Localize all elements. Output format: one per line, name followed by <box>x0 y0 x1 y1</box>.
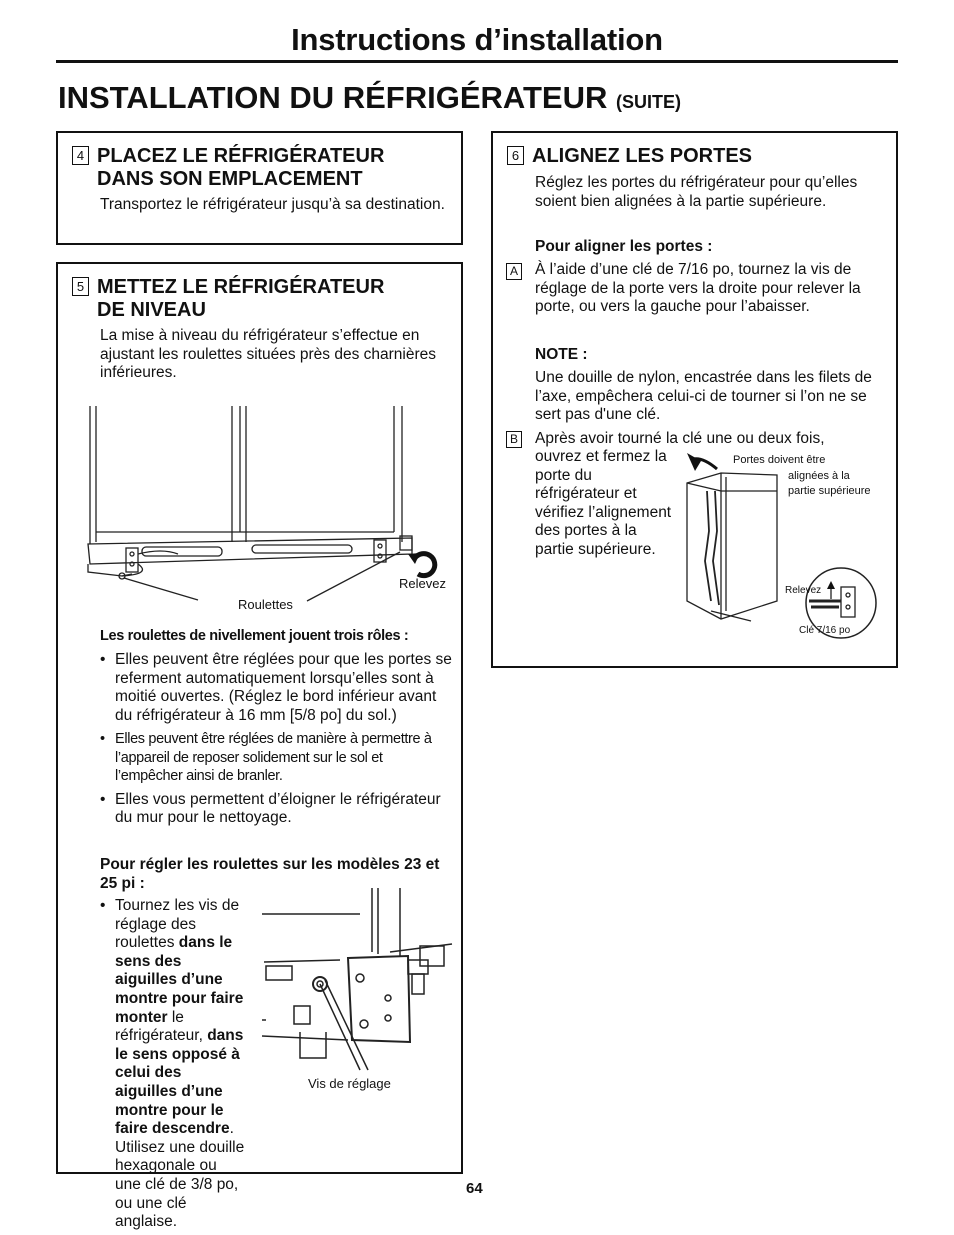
step-b-rest: ouvrez et fermez la porte du réfrigérateur et vérifiez l’alignement des portes à la partie supérieure. <box>535 448 672 558</box>
turn-instructions: • Tournez les vis de réglage des roulettes dans le sens des aiguilles d’une montre pour faire monter le réfrigérateur, dans le sens opposé à celui des aiguilles d’une montre pour le faire descendre. Utilisez une douille hexagonale ou une clé de 3/8 po, ou une clé anglaise. <box>100 897 245 1231</box>
turn-text-1: Tournez les vis de réglage des roulettes <box>115 897 240 952</box>
roles-list-item: • Elles peuvent être réglées de manière à permettre à l’appareil de reposer solidement sur le sol et l’empêcher ainsi de branler. <box>100 730 452 786</box>
fig-label-portes-2: alignées à la partie supérieure <box>788 470 871 497</box>
step4-title-line2: DANS SON EMPLACEMENT <box>97 168 363 190</box>
turn-text-bold-2: dans le sens opposé à celui des aiguilles d’une montre pour le faire descendre <box>115 1027 244 1138</box>
step-a-text: À l’aide d’une clé de 7/16 po, tournez la vis de réglage de la porte vers la droite pour relever la porte, ou vers la gauche pour l’abaisser. <box>535 261 861 316</box>
align-heading: Pour aligner les portes : <box>535 238 713 255</box>
step6-title <box>507 145 752 168</box>
fig-label-roulettes: Roulettes <box>238 597 293 612</box>
page-title-main: INSTALLATION DU RÉFRIGÉRATEUR <box>58 80 608 115</box>
step5-number: 5 <box>72 277 89 296</box>
step4-title <box>72 145 384 168</box>
step5-title-line2: DE NIVEAU <box>97 299 206 321</box>
turn-text-bold-1: dans le sens des aiguilles d’une montre pour faire monter <box>115 934 244 1026</box>
step4-number: 4 <box>72 146 89 165</box>
step4-box <box>56 131 463 245</box>
step4-body: Transportez le réfrigérateur jusqu’à sa destination. <box>100 196 445 213</box>
step6-body: Réglez les portes du réfrigérateur pour qu’elles soient bien alignées à la partie supérieure. <box>535 174 858 210</box>
roulettes-figure <box>82 404 452 614</box>
turn-text-3: . Utilisez une douille hexagonale ou une clé de 3/8 po, ou une clé anglaise. <box>115 1120 245 1231</box>
roles-list <box>100 651 452 833</box>
fig-label-cle: Clé 7/16 po <box>799 625 851 636</box>
roles-list-item: • Elles vous permettent d’éloigner le réfrigérateur du mur pour le nettoyage. <box>100 791 452 828</box>
step6-title-text: ALIGNEZ LES PORTES <box>532 145 753 167</box>
roles-heading: Les roulettes de nivellement jouent trois rôles : <box>100 628 409 644</box>
page-title <box>58 80 681 116</box>
header-rule <box>56 60 898 63</box>
page-title-suffix: (SUITE) <box>615 92 681 112</box>
fig-label-relevez: Relevez <box>399 576 446 591</box>
note-text: Une douille de nylon, encastrée dans les filets de l’axe, empêchera celui-ci de tourner si l’on ne se sert pas d'une clé. <box>535 369 872 424</box>
note-heading: NOTE : <box>535 346 588 363</box>
page-number: 64 <box>466 1180 483 1197</box>
fig-label-vis: Vis de réglage <box>308 1076 391 1091</box>
step5-title <box>72 276 384 299</box>
page-header-title: Instructions d’installation <box>291 22 663 57</box>
roles-list-item: • Elles peuvent être réglées pour que les portes se referment automatiquement lorsqu’elles sont à moitié ouvertes. (Réglez le bord inférieur avant du réfrigérateur à 16 mm [5/8 po] du sol.) <box>100 651 452 725</box>
step-b-line1: Après avoir tourné la clé une ou deux fois, <box>535 430 825 447</box>
step6-number: 6 <box>507 146 524 165</box>
fig-label-portes: Portes doivent être <box>733 454 826 466</box>
turn-text-2: le réfrigérateur, <box>115 1008 208 1045</box>
step-b-label: B <box>506 431 522 448</box>
step4-title-line1: PLACEZ LE RÉFRIGÉRATEUR <box>97 145 385 167</box>
step5-box <box>56 262 463 1231</box>
step6-box <box>491 131 898 668</box>
models-heading: Pour régler les roulettes sur les modèles 23 et 25 pi : <box>100 856 440 892</box>
step-a-label: A <box>506 263 522 280</box>
fig-label-relevez-doors: Relevez <box>785 585 822 596</box>
step5-body: La mise à niveau du réfrigérateur s’effectue en ajustant les roulettes situées près des charnières inférieures. <box>100 327 437 382</box>
step5-title-line1: METTEZ LE RÉFRIGÉRATEUR <box>97 276 385 298</box>
